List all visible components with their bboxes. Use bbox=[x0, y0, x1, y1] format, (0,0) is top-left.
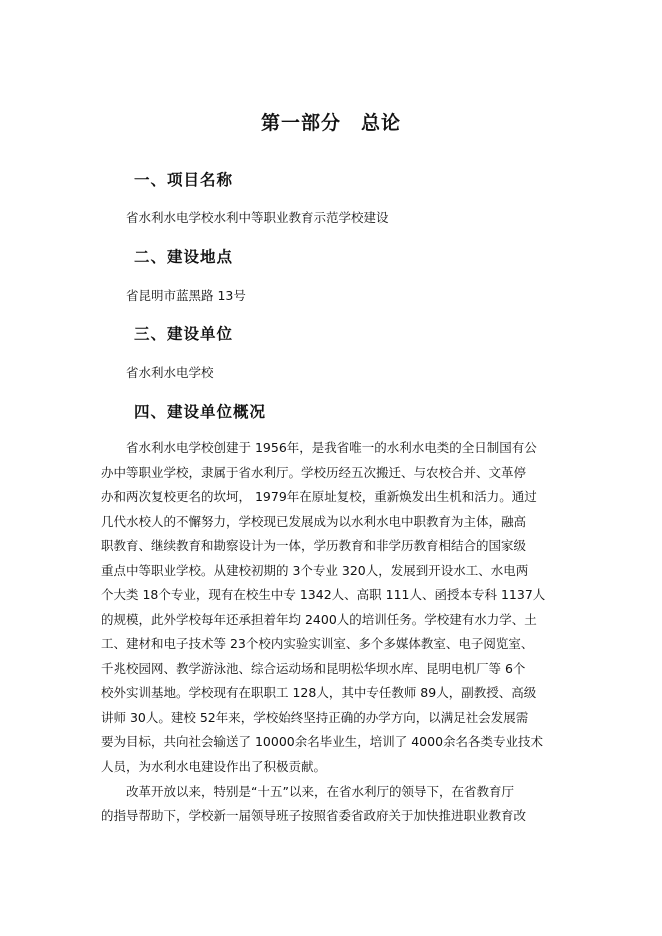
body-line: 办中等职业学校，隶属于省水利厅。学校历经五次搬迁、与农校合并、文革停 bbox=[101, 465, 527, 480]
body-line: 个大类 18个专业，现有在校生中专 1342人、高职 111人、函授本专科 1137人 bbox=[101, 587, 546, 602]
body-line: 几代水校人的不懈努力，学校现已发展成为以水利水电中职教育为主体，融高 bbox=[101, 514, 527, 529]
section-heading-unit-overview: 四、建设单位概况 bbox=[134, 402, 267, 421]
unit-text: 省水利水电学校 bbox=[126, 365, 214, 380]
body-line: 讲师 30人。建校 52年来，学校始终坚持正确的办学方向，以满足社会发展需 bbox=[101, 710, 529, 725]
body-line: 省水利水电学校创建于 1956年，是我省唯一的水利水电类的全日制国有公 bbox=[126, 440, 537, 455]
body-line: 工、建材和电子技术等 23个校内实验实训室、多个多媒体教室、电子阅览室、 bbox=[101, 636, 534, 651]
project-name-text: 省水利水电学校水利中等职业教育示范学校建设 bbox=[126, 210, 389, 225]
section-heading-unit: 三、建设单位 bbox=[134, 324, 234, 343]
body-line: 办和两次复校更名的坎坷， 1979年在原址复校，重新焕发出生机和活力。通过 bbox=[101, 489, 537, 504]
body-line: 人员，为水利水电建设作出了积极贡献。 bbox=[101, 759, 327, 774]
body-line: 的规模，此外学校每年还承担着年均 2400人的培训任务。学校建有水力学、土 bbox=[101, 612, 537, 627]
body-line: 校外实训基地。学校现有在职职工 128人，其中专任教师 89人，副教授、高级 bbox=[101, 685, 537, 700]
body-line: 的指导帮助下，学校新一届领导班子按照省委省政府关于加快推进职业教育改 bbox=[101, 808, 527, 823]
body-line: 职教育、继续教育和勘察设计为一体，学历教育和非学历教育相结合的国家级 bbox=[101, 538, 527, 553]
section-heading-project-name: 一、项目名称 bbox=[134, 170, 234, 189]
page-title: 第一部分 总论 bbox=[260, 112, 401, 134]
body-line: 千兆校园网、教学游泳池、综合运动场和昆明松华坝水库、昆明电机厂等 6个 bbox=[101, 661, 526, 676]
body-line: 要为目标，共向社会输送了 10000余名毕业生，培训了 4000余名各类专业技术 bbox=[101, 734, 544, 749]
location-text: 省昆明市蓝黑路 13号 bbox=[126, 288, 246, 303]
section-heading-location: 二、建设地点 bbox=[134, 247, 234, 266]
body-line: 重点中等职业学校。从建校初期的 3个专业 320人，发展到开设水工、水电两 bbox=[101, 563, 529, 578]
body-line: 改革开放以来，特别是“十五”以来，在省水利厅的领导下，在省教育厅 bbox=[126, 784, 514, 799]
